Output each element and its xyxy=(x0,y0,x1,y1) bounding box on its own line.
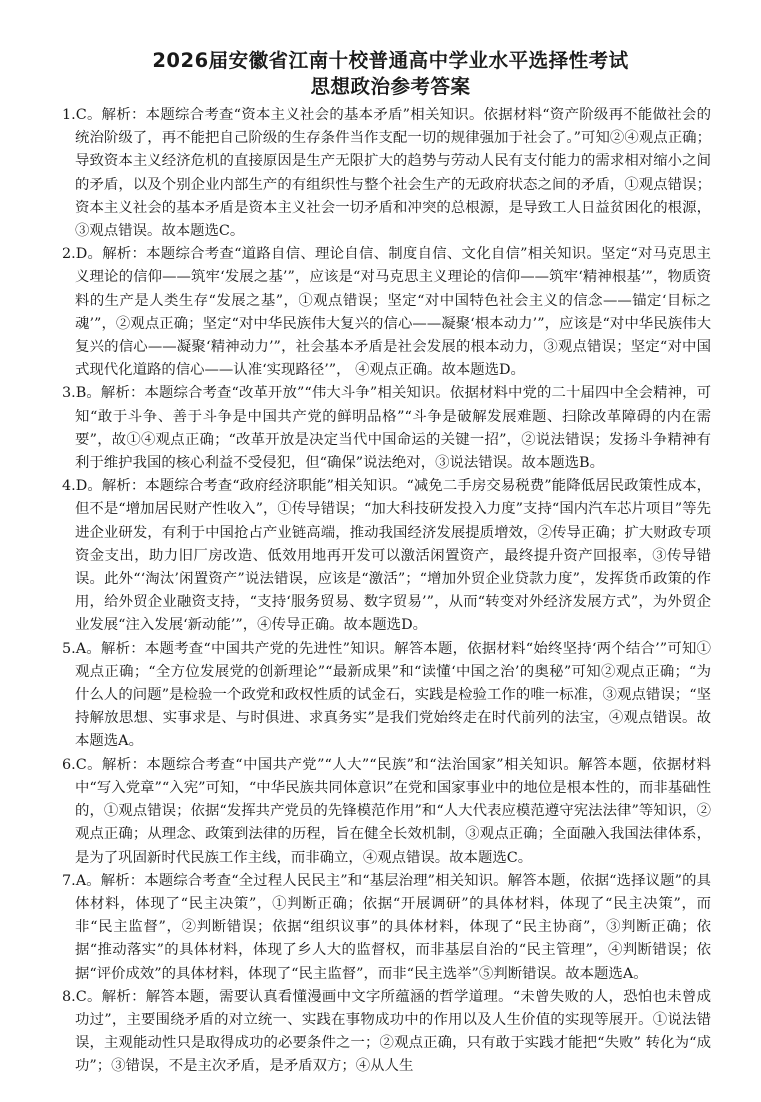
answer-item-6: 6.C。解析：本题综合考查“中国共产党”“人大”“民族”和“法治国家”相关知识。解答本题，依据材料中“写入党章”“入宪”可知，“中华民族共同体意识”在党和国家事业中的地位是根本性的，而非基础性的，①观点错误；依据“发挥共产党员的先锋模范作用”和“人大代表应模范遵守宪法法律”等知识，②观点正确；从理念、政策到法律的历程，旨在健全长效机制，③观点正确；全面融入我国法律体系，是为了巩固新时代民族工作主线，而非确立，④观点错误。故本题选C。 xyxy=(62,756,711,866)
answer-list xyxy=(62,104,711,1079)
answer-item-8: 8.C。解析：解答本题，需要认真看懂漫画中文字所蕴涵的哲学道理。“未曾失败的人，恐怕也未曾成功过”，主要围绕矛盾的对立统一、实践在事物成功中的作用以及人生价值的实现等展开。①说法错误，主观能动性只是取得成功的必要条件之一；②观点正确，只有敢于实践才能把“失败” 转化为“成功”；③错误，不是主次矛盾，是矛盾双方；④从人生 xyxy=(62,988,711,1075)
document-title: 2026届安徽省江南十校普通高中学业水平选择性考试 xyxy=(152,49,629,72)
answer-item-1: 1.C。解析：本题综合考查“资本主义社会的基本矛盾”相关知识。依据材料“资产阶级再不能做社会的统治阶级了，再不能把自己阶级的生存条件当作支配一切的规律强加于社会了。”可知②④观点正确；导致资本主义经济危机的直接原因是生产无限扩大的趋势与劳动人民有支付能力的需求相对缩小之间的矛盾，以及个别企业内部生产的有组织性与整个社会生产的无政府状态之间的矛盾，①观点错误；资本主义社会的基本矛盾是资本主义社会一切矛盾和冲突的总根源，是导致工人日益贫困化的根源，③观点错误。故本题选C。 xyxy=(62,107,711,240)
answer-item-7: 7.A。解析：本题综合考查“全过程人民民主”和“基层治理”相关知识。解答本题，依据“选择议题”的具体材料，体现了“民主决策”，①判断正确；依据“开展调研”的具体材料，体现了“民主决策”，而非“民主监督”，②判断错误；依据“组织议事”的具体材料，体现了“民主协商”，③判断正确；依据“推动落实”的具体材料，体现了乡人大的监督权，而非基层自治的“民主管理”，④判断错误；依据“评价成效”的具体材料，体现了“民主监督”，而非“民主选举”⑤判断错误。故本题选A。 xyxy=(62,872,711,982)
answer-item-2: 2.D。解析：本题综合考查“道路自信、理论自信、制度自信、文化自信”相关知识。坚定“对马克思主义理论的信仰——筑牢‘发展之基’”，应该是“对马克思主义理论的信仰——筑牢‘精神根基’”，物质资料的生产是人类生存“发展之基”，①观点错误；坚定“对中国特色社会主义的信念——锚定‘目标之魂’”，②观点正确；坚定“对中华民族伟大复兴的信心——凝聚‘根本动力’”，应该是“对中华民族伟大复兴的信心——凝聚‘精神动力’”，社会基本矛盾是社会发展的根本动力，③观点错误；坚定“对中国式现代化道路的信心——认准‘实现路径’”， ④观点正确。故本题选D。 xyxy=(62,246,711,379)
answer-item-5: 5.A。解析：本题考查“中国共产党的先进性”知识。解答本题，依据材料“始终坚持‘两个结合’”可知①观点正确；“全方位发展党的创新理论”“最新成果”和“读懂‘中国之治’的奥秘”可知②观点正确；“为什么人的问题”是检验一个政党和政权性质的试金石，实践是检验工作的唯一标准，③观点错误；“坚持解放思想、实事求是、与时俱进、求真务实”是我们党始终走在时代前列的法宝，④观点错误。故本题选A。 xyxy=(62,640,711,750)
document-subtitle: 思想政治参考答案 xyxy=(310,75,471,98)
answer-item-3: 3.B。解析：本题综合考查“改革开放”“伟大斗争”相关知识。依据材料中党的二十届四中全会精神，可知“敢于斗争、善于斗争是中国共产党的鲜明品格”“斗争是破解发展难题、扫除改革障碍的内在需要”，故①④观点正确；“改革开放是决定当代中国命运的关键一招”，②说法错误；发扬斗争精神有利于维护我国的核心利益不受侵犯，但“确保”说法绝对，③说法错误。故本题选B。 xyxy=(62,385,711,472)
answer-item-4: 4.D。解析：本题综合考查“政府经济职能”相关知识。“减免二手房交易税费”能降低居民政策性成本，但不是“增加居民财产性收入”，①传导错误；“加大科技研发投入力度”支持“国内汽车芯片项目”等先进企业研发，有利于中国抢占产业链高端，推动我国经济发展提质增效，②传导正确；扩大财政专项资金支出，助力旧厂房改造、低效用地再开发可以激活闲置资产，最终提升资产回报率，③传导错误。此外“‘淘汰’闲置资产”说法错误，应该是“激活”；“增加外贸企业贷款力度”，发挥货币政策的作用，给外贸企业融资支持，“支持‘服务贸易、数字贸易’”，从而“转变对外经济发展方式”，为外贸企业发展“注入发展‘新动能’”，④传导正确。故本题选D。 xyxy=(62,478,711,634)
